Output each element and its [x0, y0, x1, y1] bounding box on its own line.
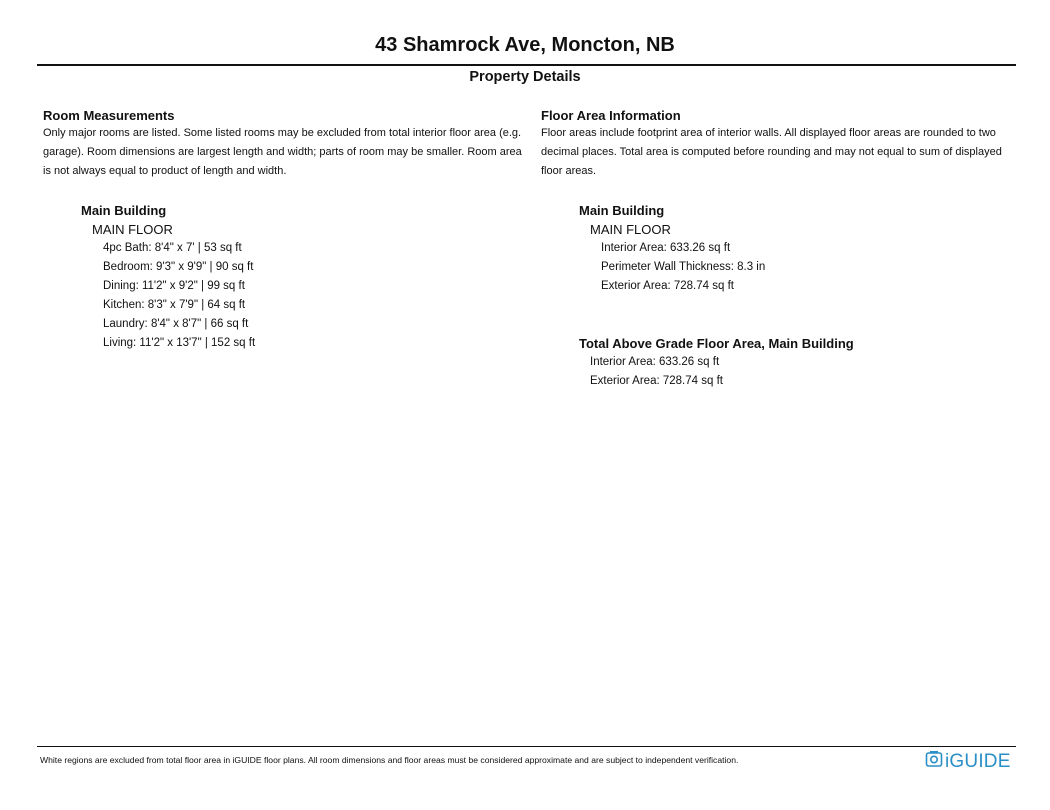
list-item: Laundry: 8'4" x 8'7" | 66 sq ft [103, 318, 249, 331]
room-list [81, 239, 255, 354]
list-item: Kitchen: 8'3" x 7'9" | 64 sq ft [103, 299, 246, 312]
room-group-main-building [81, 201, 255, 354]
room-measurements-heading: Room Measurements [43, 108, 175, 123]
list-item: Perimeter Wall Thickness: 8.3 in [601, 261, 766, 274]
header-divider [37, 64, 1016, 66]
floor-name: MAIN FLOOR [590, 222, 671, 237]
iguide-logo [925, 751, 1011, 773]
building-name: Main Building [579, 203, 665, 218]
footer-disclaimer: White regions are excluded from total floor area in iGUIDE floor plans. All room dimensions and floor areas must be considered approximate and are subject to independent verification. [40, 755, 739, 765]
building-name: Main Building [81, 203, 167, 218]
list-item: 4pc Bath: 8'4" x 7' | 53 sq ft [103, 242, 242, 254]
floor-area-description: Floor areas include footprint area of interior walls. All displayed floor areas are rounded to two decimal places. Total area is computed before rounding and may not equal to sum of displayed floor areas. [541, 127, 1002, 178]
list-item: Dining: 11'2" x 9'2" | 99 sq ft [103, 280, 245, 293]
camera-icon [925, 750, 945, 774]
list-item: Interior Area: 633.26 sq ft [601, 242, 731, 254]
list-item: Interior Area: 633.26 sq ft [590, 356, 720, 368]
room-measurements-section [43, 107, 523, 350]
footer-divider [37, 746, 1016, 747]
floor-area-heading: Floor Area Information [541, 108, 681, 123]
total-floor-area-heading: Total Above Grade Floor Area, Main Building [579, 336, 854, 351]
list-item: Living: 11'2" x 13'7" | 152 sq ft [103, 337, 256, 350]
list-item: Exterior Area: 728.74 sq ft [601, 280, 734, 293]
floor-area-group-main-building [579, 201, 765, 296]
total-floor-area [579, 334, 854, 390]
floor-area-list [579, 239, 765, 296]
list-item: Exterior Area: 728.74 sq ft [590, 374, 723, 387]
logo-text: iGUIDE [945, 751, 1011, 772]
page-title: 43 Shamrock Ave, Moncton, NB [375, 34, 675, 56]
room-measurements-description: Only major rooms are listed. Some listed rooms may be excluded from total interior floor area (e.g. garage). Room dimensions are largest length and width; parts of room may be smaller. Room area is not always equal to product of length and width. [43, 127, 522, 178]
list-item: Bedroom: 9'3" x 9'9" | 90 sq ft [103, 261, 254, 274]
page-subtitle: Property Details [469, 69, 581, 85]
floor-name: MAIN FLOOR [92, 222, 173, 237]
total-floor-area-list [579, 353, 854, 390]
floor-area-section [541, 107, 1021, 387]
